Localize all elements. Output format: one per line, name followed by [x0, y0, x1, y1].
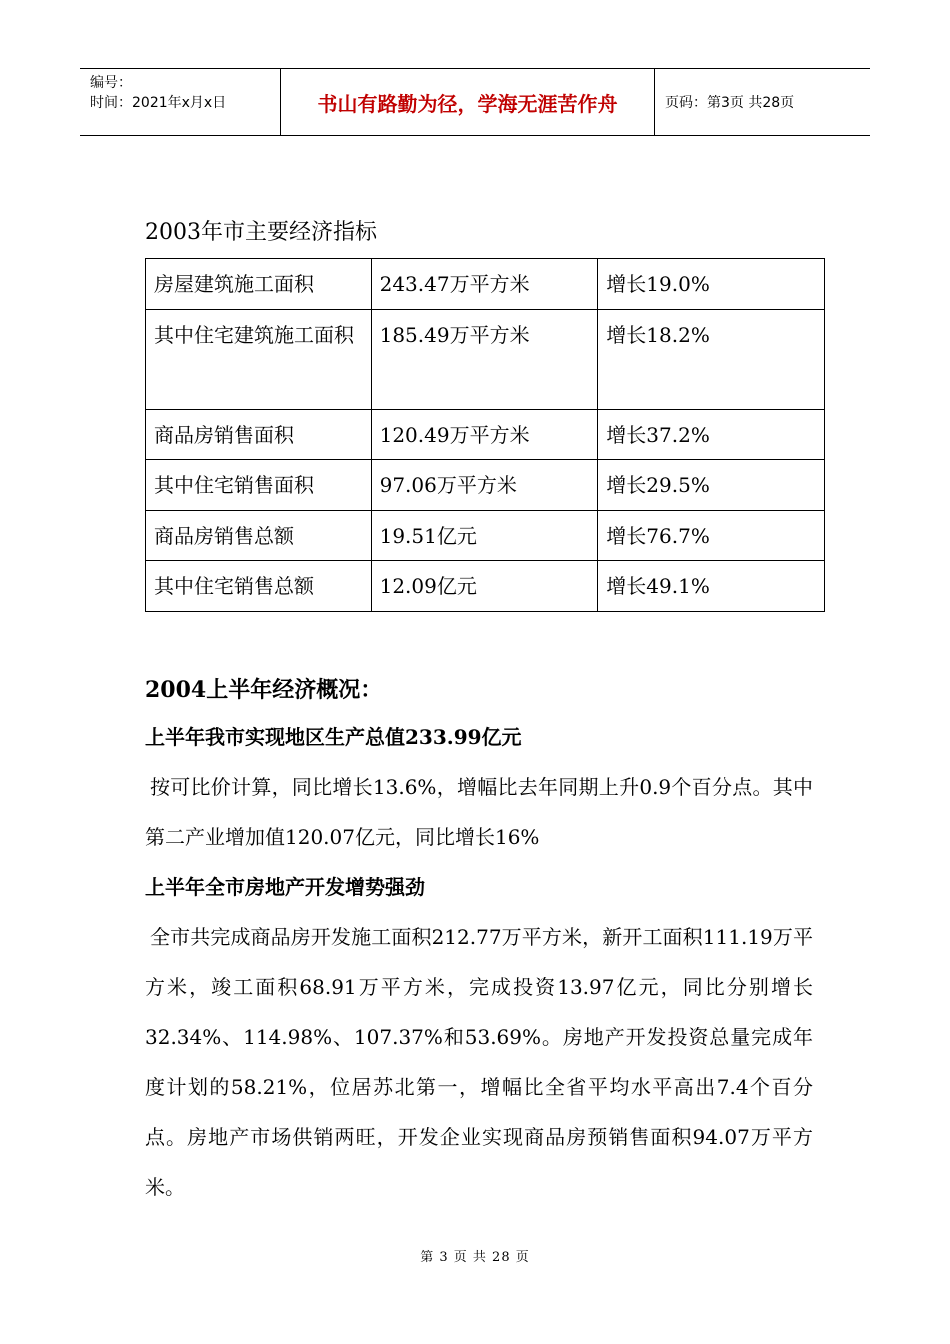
indicator-name: 其中住宅销售面积: [146, 460, 372, 511]
indicators-table: [145, 258, 825, 612]
indicator-name: 其中住宅销售总额: [146, 561, 372, 612]
indicator-value: 120.49万平方米: [371, 409, 598, 460]
header-motto: 书山有路勤为径，学海无涯苦作舟: [281, 69, 655, 135]
indicator-value: 185.49万平方米: [371, 309, 598, 409]
table-row: [146, 510, 825, 561]
indicator-name: 房屋建筑施工面积: [146, 259, 372, 310]
indicator-growth: 增长76.7%: [598, 510, 825, 561]
paragraph-real-estate: 全市共完成商品房开发施工面积212.77万平方米，新开工面积111.19万平方米，竣工面积68.91万平方米，完成投资13.97亿元，同比分别增长32.34%、114.98%、107.37%和53.69%。房地产开发投资总量完成年度计划的58.21%，位居苏北第一，增幅比全省平均水平高出7.4个百分点。房地产市场供销两旺，开发企业实现商品房预销售面积94.07万平方米。: [145, 925, 813, 1199]
header-page-info: 页码：第3页 共28页: [665, 95, 795, 111]
indicator-value: 97.06万平方米: [371, 460, 598, 511]
indicator-value: 19.51亿元: [371, 510, 598, 561]
table-row: [146, 309, 825, 409]
indicator-growth: 增长49.1%: [598, 561, 825, 612]
indicator-growth: 增长19.0%: [598, 259, 825, 310]
header-meta: [80, 69, 281, 135]
table-row: [146, 259, 825, 310]
table-row: [146, 561, 825, 612]
number-label: 编号：: [90, 75, 132, 91]
subheading-gdp: 上半年我市实现地区生产总值233.99亿元: [145, 725, 522, 749]
indicator-growth: 增长37.2%: [598, 409, 825, 460]
time-label: 时间：2021年x月x日: [90, 95, 227, 111]
table-row: [146, 460, 825, 511]
table-row: [146, 409, 825, 460]
indicator-value: 243.47万平方米: [371, 259, 598, 310]
indicator-growth: 增长18.2%: [598, 309, 825, 409]
indicator-value: 12.09亿元: [371, 561, 598, 612]
indicator-name: 其中住宅建筑施工面积: [146, 309, 372, 409]
page-header: [80, 68, 870, 136]
paragraph-gdp: 按可比价计算，同比增长13.6%，增幅比去年同期上升0.9个百分点。其中第二产业增加值120.07亿元，同比增长16%: [145, 775, 813, 849]
section-heading: 2004上半年经济概况：: [145, 677, 383, 703]
indicator-growth: 增长29.5%: [598, 460, 825, 511]
page-footer: 第 3 页 共 28 页: [420, 1250, 530, 1265]
indicator-name: 商品房销售面积: [146, 409, 372, 460]
indicator-name: 商品房销售总额: [146, 510, 372, 561]
subheading-real-estate: 上半年全市房地产开发增势强劲: [145, 875, 425, 899]
table-title: 2003年市主要经济指标: [145, 220, 377, 245]
